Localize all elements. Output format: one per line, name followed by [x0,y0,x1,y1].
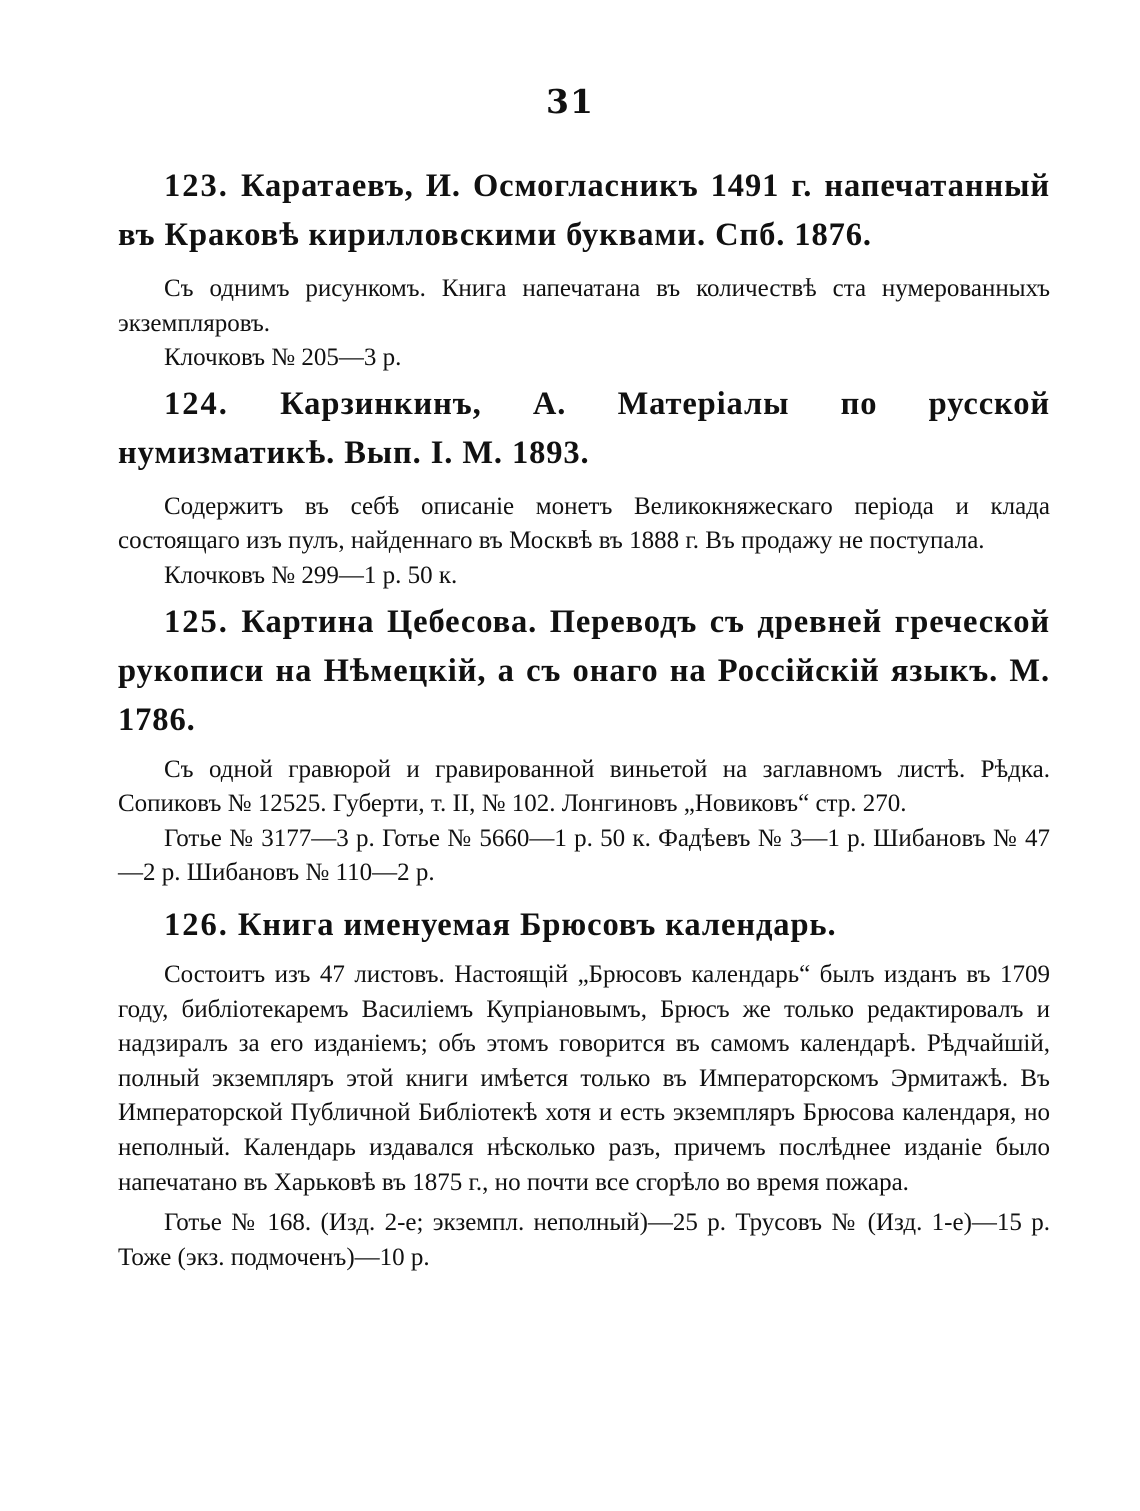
entry-title: Картина Цебесова. Переводъ съ древней греческой рукописи на Нѣмецкій, а съ онаго на Россійскій языкъ. М. 1786. [118,603,1050,738]
page-number: 31 [546,82,594,121]
entry-number: 123. [164,168,229,204]
entry-heading [118,901,1050,950]
catalog-entries [118,162,1050,1279]
entry-number: 125. [164,603,229,640]
entry-heading [118,598,1050,745]
entry-price: Готье № 3177—3 р. Готье № 5660—1 р. 50 к. Фадѣевъ № 3—1 р. Шибановъ № 47—2 р. Шибановъ № 110—2 р. [118,824,1050,887]
entry-description: Съ однимъ рисункомъ. Книга напечатана въ количествѣ ста нумерованныхъ экземпляровъ. [118,275,1050,337]
entry-description: Съ одной гравюрой и гравированной виньетой на заглавномъ листѣ. Рѣдка. Сопиковъ № 12525. Губерти, т. II, № 102. Лонгиновъ „Новиковъ“ стр. 270. [118,755,1050,818]
entry-heading [118,380,1050,478]
entry-price: Клочковъ № 299—1 р. 50 к. [164,561,458,589]
entry-title: Книга именуемая Брюсовъ календарь. [237,906,837,943]
entry-price: Готье № 168. (Изд. 2-е; экземпл. неполный)—25 р. Трусовъ № (Изд. 1-е)—15 р. Тоже (экз. подмоченъ)—10 р. [118,1209,1050,1271]
entry-price: Клочковъ № 205—3 р. [164,344,402,372]
entry-description: Содержитъ въ себѣ описаніе монетъ Великокняжескаго періода и клада состоящаго изъ пулъ, найденнаго въ Москвѣ въ 1888 г. Въ продажу не поступала. [118,492,1050,555]
entry-title: Каратаевъ, И. Осмогласникъ 1491 г. напечатанный въ Краковѣ кирилловскими буквами. Спб. 1876. [118,168,1050,253]
entry-number: 126. [164,906,229,943]
entry-title: Карзинкинъ, А. Матеріалы по русской нумизматикѣ. Вып. I. М. 1893. [118,385,1050,471]
entry-number: 124. [164,385,229,422]
catalog-entry-124 [118,380,1050,594]
entry-description: Состоитъ изъ 47 листовъ. Настоящій „Брюсовъ календарь“ былъ изданъ въ 1709 году, библіотекаремъ Василіемъ Купріановымъ, Брюсъ же только редактировалъ и надзиралъ за его изданіемъ; объ этомъ говорится въ самомъ календарѣ. Рѣдчайшій, полный экземпляръ этой книги имѣется только въ Императорскомъ Эрмитажѣ. Въ Императорской Публичной Библіотекѣ хотя и есть экземпляръ Брюсова календаря, но неполный. Календарь издавался нѣсколько разъ, причемъ послѣднее изданіе было напечатано въ Харьковѣ въ 1875 г., но почти все сгорѣло во время пожара. [118,960,1050,1196]
catalog-entry-126 [118,901,1050,1275]
entry-heading [118,162,1050,260]
catalog-entry-123 [118,162,1050,376]
catalog-entry-125 [118,598,1050,891]
